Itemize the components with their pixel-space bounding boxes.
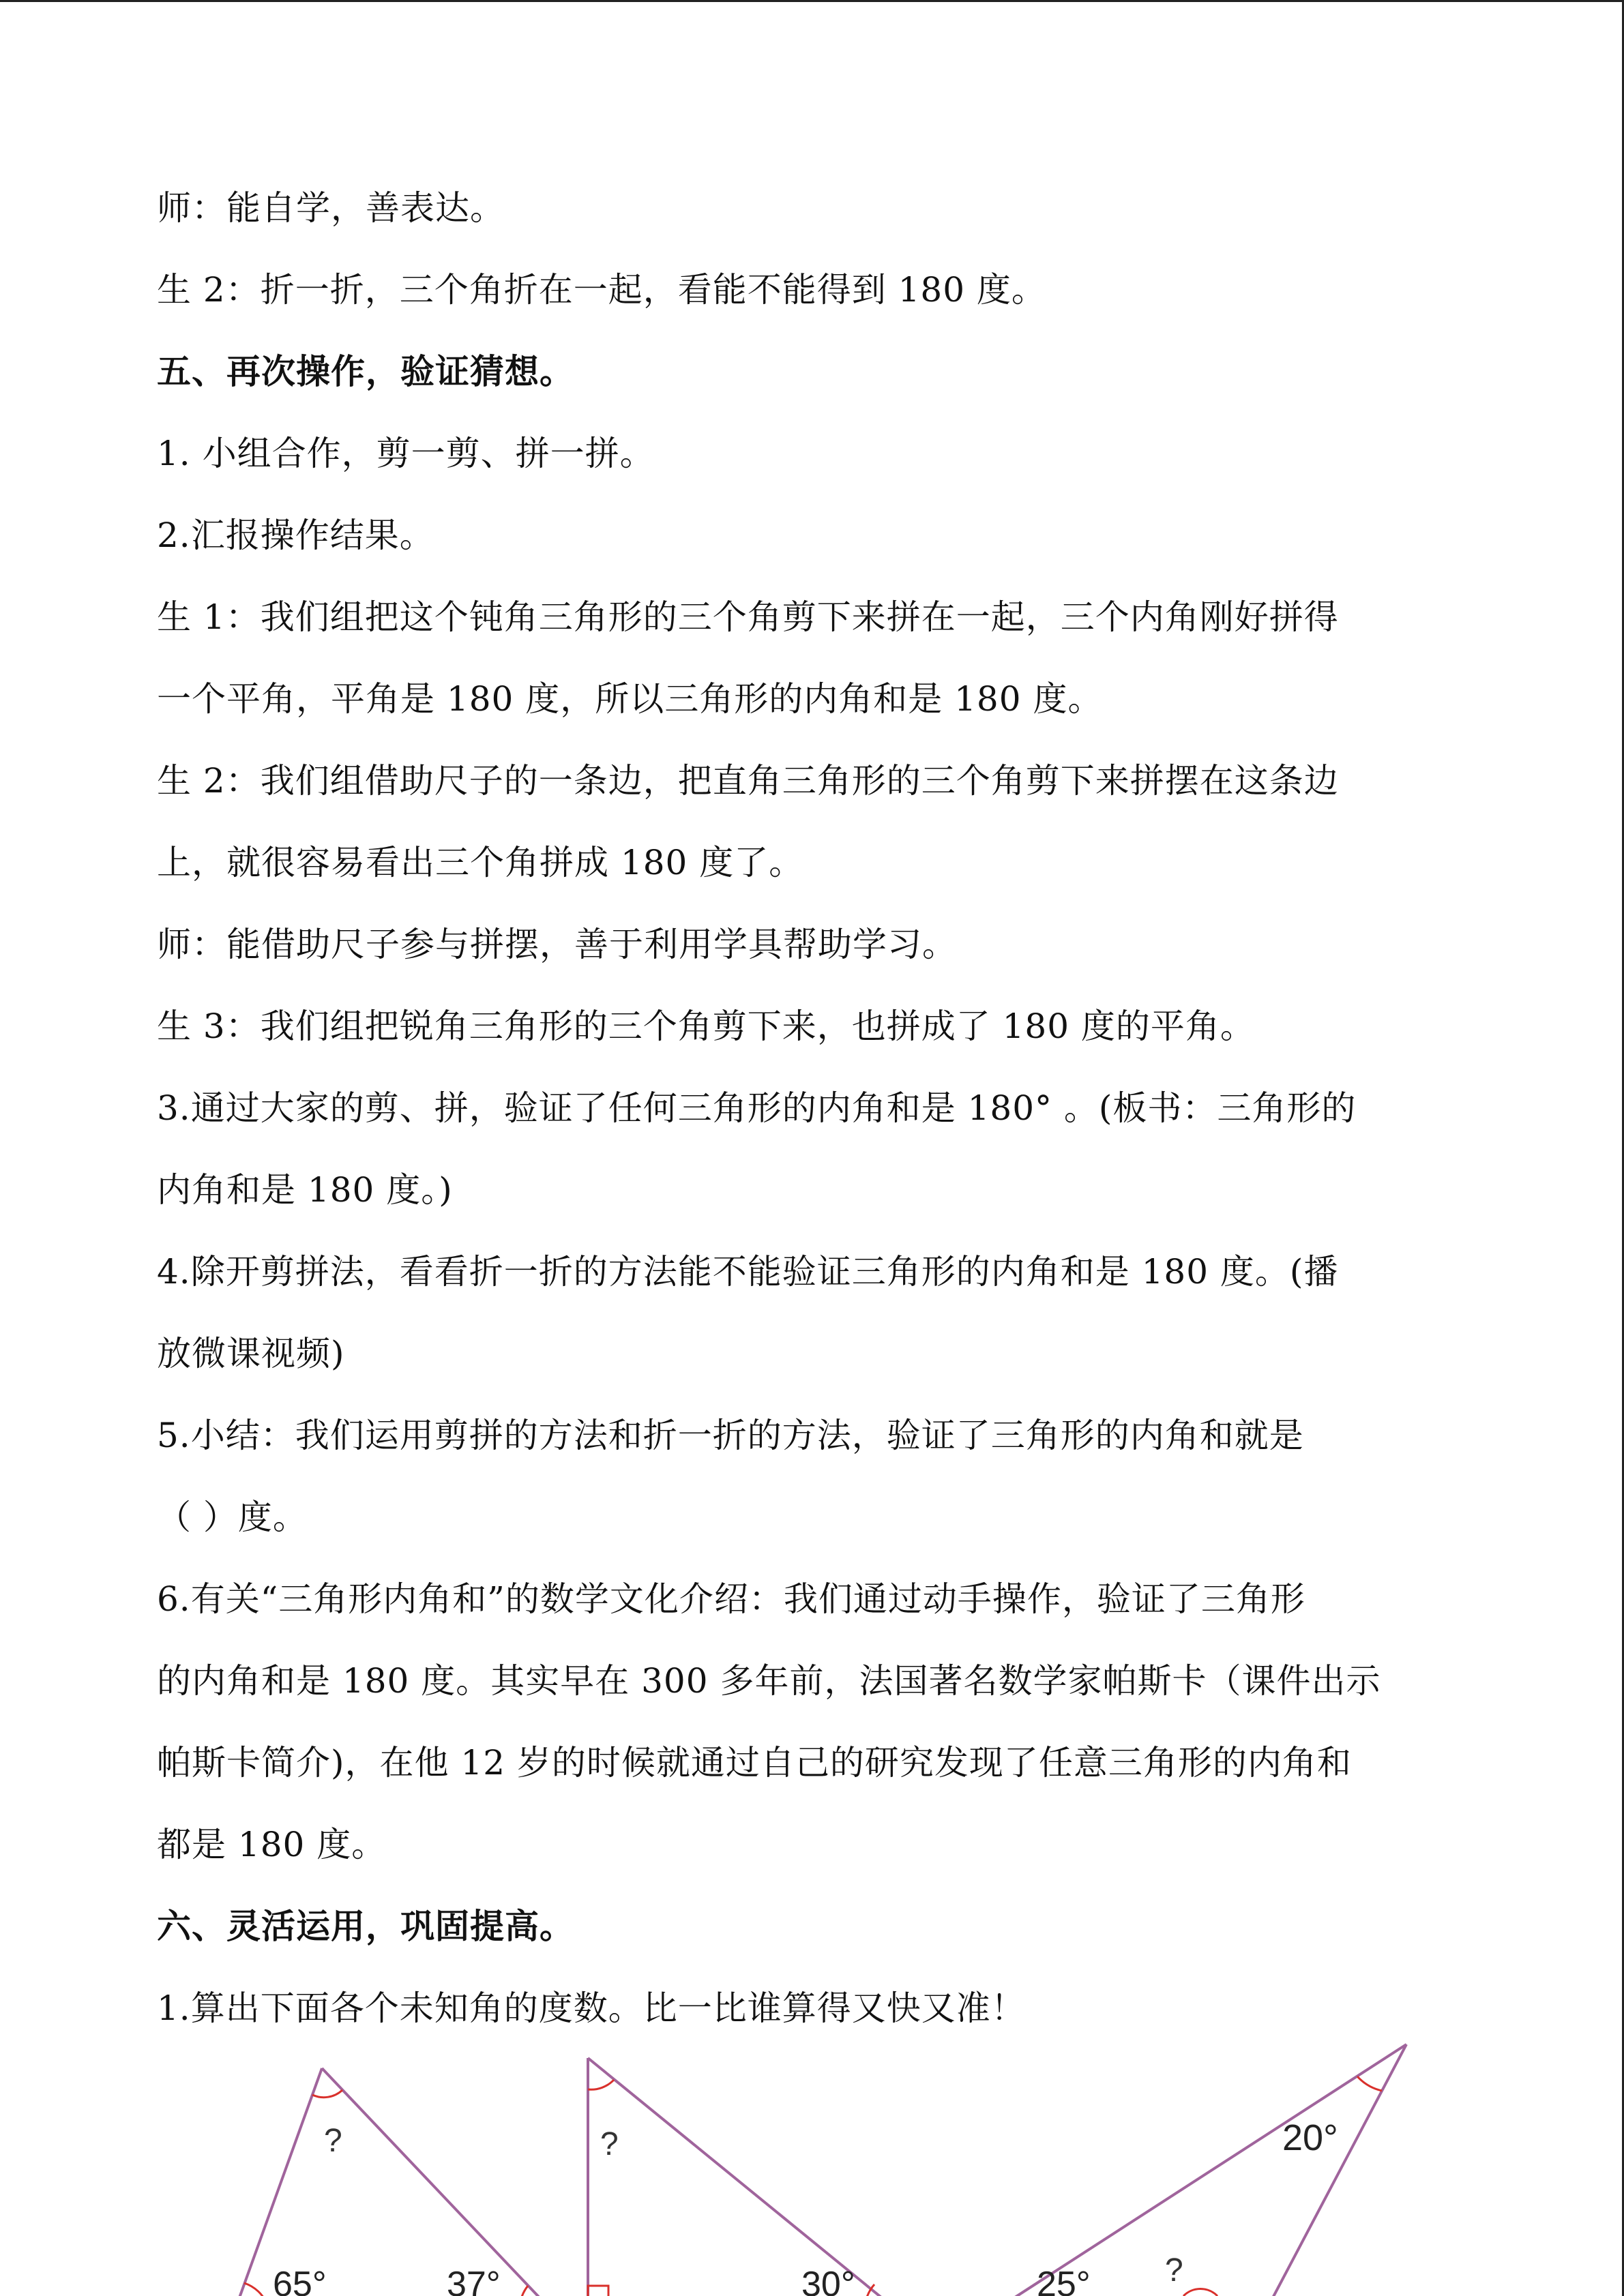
paragraph-line: 2.汇报操作结果。	[157, 516, 434, 555]
paragraph-line: 1. 小组合作，剪一剪、拼一拼。	[157, 434, 655, 473]
paragraph-line: 师：能自学，善表达。	[157, 188, 505, 228]
angle-label: 30°	[801, 2265, 855, 2296]
paragraph-line: 6.有关“三角形内角和”的数学文化介绍：我们通过动手操作，验证了三角形	[157, 1579, 1305, 1619]
triangle-2	[588, 2058, 907, 2296]
paragraph-line: 放微课视频)	[157, 1334, 345, 1373]
section-heading: 六、灵活运用，巩固提高。	[157, 1906, 574, 1946]
paragraph-line: 生 2：折一折，三个角折在一起，看能不能得到 180 度。	[157, 270, 1046, 310]
paragraph-line: 一个平角，平角是 180 度，所以三角形的内角和是 180 度。	[157, 679, 1103, 719]
angle-arc	[1357, 2076, 1382, 2091]
angle-label: 65°	[273, 2265, 327, 2296]
paragraph-line: 生 2：我们组借助尺子的一条边，把直角三角形的三个角剪下来拼摆在这条边	[157, 761, 1339, 801]
paragraph-line: 3.通过大家的剪、拼，验证了任何三角形的内角和是 180° 。(板书：三角形的	[157, 1088, 1357, 1128]
paragraph-line: 5.小结：我们运用剪拼的方法和折一折的方法，验证了三角形的内角和就是	[157, 1416, 1304, 1455]
paragraph-line: 的内角和是 180 度。其实早在 300 多年前，法国著名数学家帕斯卡（课件出示	[157, 1661, 1381, 1701]
angle-arc	[244, 2283, 267, 2296]
angle-label: ?	[324, 2123, 342, 2159]
section-heading: 五、再次操作，验证猜想。	[157, 351, 574, 391]
angle-label: 25°	[1037, 2265, 1091, 2296]
paragraph-line: 师：能借助尺子参与拼摆，善于利用学具帮助学习。	[157, 925, 957, 964]
angle-arc	[520, 2286, 528, 2296]
paragraph-line: 生 1：我们组把这个钝角三角形的三个角剪下来拼在一起，三个内角刚好拼得	[157, 597, 1339, 637]
angle-arc	[588, 2080, 614, 2089]
right-angle-marker	[588, 2286, 608, 2296]
angle-arc	[312, 2090, 342, 2098]
paragraph-line: 1.算出下面各个未知角的度数。比一比谁算得又快又准！	[157, 1988, 1026, 2028]
triangle-figure	[0, 2032, 1624, 2296]
paragraph-line: 都是 180 度。	[157, 1825, 387, 1864]
triangle-3	[982, 2044, 1406, 2296]
angle-label: ?	[1165, 2252, 1183, 2288]
paragraph-line: 帕斯卡简介)，在他 12 岁的时候就通过自己的研究发现了任意三角形的内角和	[157, 1743, 1352, 1783]
paragraph-line: （ ）度。	[157, 1497, 308, 1537]
page-border	[0, 0, 1624, 2]
paragraph-line: 上，就很容易看出三个角拼成 180 度了。	[157, 843, 804, 882]
angle-label: 20°	[1282, 2117, 1338, 2158]
triangle-1	[232, 2068, 559, 2296]
angle-label: 37°	[447, 2265, 501, 2296]
paragraph-line: 生 3：我们组把锐角三角形的三个角剪下来，也拼成了 180 度的平角。	[157, 1007, 1255, 1046]
angle-arc	[1183, 2288, 1217, 2296]
paragraph-line: 内角和是 180 度。)	[157, 1170, 453, 1210]
paragraph-line: 4.除开剪拼法，看看折一折的方法能不能验证三角形的内角和是 180 度。(播	[157, 1252, 1339, 1292]
angle-label: ?	[600, 2126, 619, 2162]
